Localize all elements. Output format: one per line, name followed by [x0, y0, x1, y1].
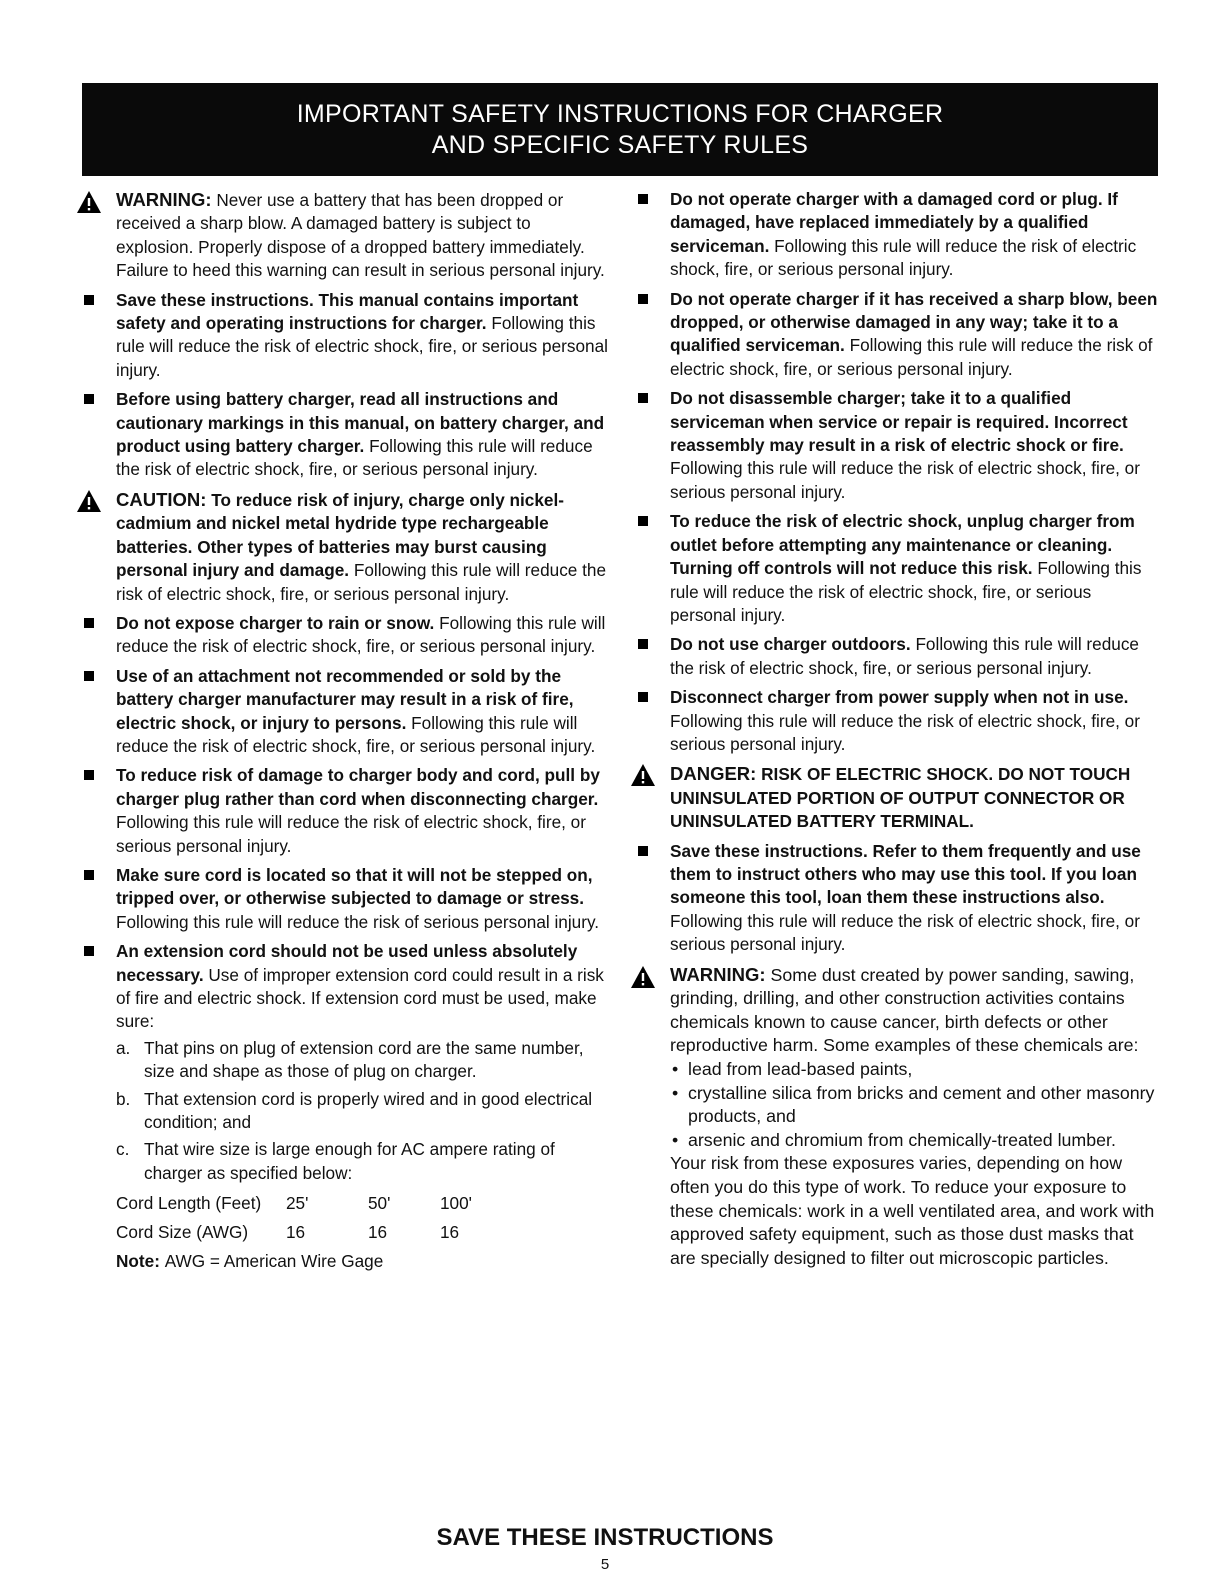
condition-key: c. — [116, 1139, 130, 1160]
danger-triangle-icon — [630, 763, 656, 787]
rule-text: Following this rule will reduce the risk of electric shock, fire, or serious personal injury. — [116, 612, 606, 657]
title-banner — [82, 83, 1158, 176]
page-number: 5 — [600, 1556, 610, 1573]
rule-item — [82, 388, 612, 482]
cord-size-table — [116, 1189, 612, 1276]
banner-title-line-1: IMPORTANT SAFETY INSTRUCTIONS FOR CHARGER — [296, 100, 944, 128]
rule-lead: An extension cord should not be used unless absolutely necessary. — [116, 941, 578, 985]
caution-triangle-icon — [76, 489, 102, 513]
table-cell: Cord Size (AWG) — [116, 1222, 249, 1243]
rule-text: Following this rule will reduce the risk of serious personal injury. — [116, 911, 600, 932]
danger-notice — [636, 762, 1158, 833]
rule-item — [636, 840, 1158, 957]
caution-batteries — [82, 488, 612, 606]
rule-item — [636, 510, 1158, 627]
table-cell: 16 — [368, 1222, 388, 1243]
condition-text: That wire size is large enough for AC ampere rating of charger as specified below: — [144, 1139, 555, 1183]
note-label: Note: — [116, 1251, 160, 1272]
extension-conditions — [116, 1037, 612, 1185]
table-cell: 16 — [440, 1222, 460, 1243]
rule-item — [82, 612, 612, 659]
table-row — [116, 1189, 612, 1218]
rule-text: Following this rule will reduce the risk of electric shock, fire, or serious personal injury. — [670, 710, 1140, 754]
list-item: • crystalline silica from bricks and cement and other masonry products, and — [670, 1082, 1158, 1129]
rule-text: Following this rule will reduce the risk of electric shock, fire, or serious personal injury. — [116, 313, 608, 380]
rule-item — [636, 387, 1158, 504]
condition-key: b. — [116, 1088, 131, 1109]
danger-label: DANGER: — [670, 763, 757, 785]
rule-lead: Save these instructions. Refer to them frequently and use them to instruct others who may use this tool. If you loan someone this tool, loan them these instructions also. — [670, 840, 1141, 908]
rule-lead: Use of an attachment not recommended or sold by the battery charger manufacturer may result in a risk of fire, electric shock, or injury to persons. — [116, 665, 574, 733]
table-cell: Cord Length (Feet) — [116, 1193, 262, 1214]
rule-text: Following this rule will reduce the risk of electric shock, fire, or serious personal injury. — [670, 634, 1139, 678]
table-cell: 25' — [286, 1193, 309, 1214]
rule-item — [636, 633, 1158, 680]
condition-key: a. — [116, 1037, 131, 1058]
warning-text: Some dust created by power sanding, sawing, grinding, drilling, and other construction activities contains chemicals known to cause cancer, birth defects or other reproductive harm. Some examples of these chemicals are: — [670, 964, 1139, 1056]
caution-label: CAUTION: — [116, 488, 207, 510]
rule-lead: Disconnect charger from power supply when not in use. — [670, 687, 1129, 708]
save-instructions-footer: SAVE THESE INSTRUCTIONS — [436, 1524, 774, 1551]
condition-text: That extension cord is properly wired and in good electrical condition; and — [144, 1088, 593, 1133]
rule-item — [82, 864, 612, 934]
table-cell: 16 — [286, 1222, 306, 1243]
warning-label: WARNING: — [116, 189, 212, 210]
warning-closing: Your risk from these exposures varies, depending on how often you do this type of work. To reduce your exposure to these chemicals: work in a well ventilated area, and work with approved safety equipment, such as those dust masks that are specially designed to filter out microscopic particles. — [670, 1153, 1155, 1268]
rule-item — [636, 188, 1158, 282]
caution-lead: To reduce risk of injury, charge only nickel-cadmium and nickel metal hydride type rechargeable batteries. Other types of batteries may burst causing personal injury and damage. — [116, 489, 564, 581]
list-item: • arsenic and chromium from chemically-treated lumber. — [670, 1129, 1158, 1153]
condition-item — [116, 1088, 612, 1135]
rule-lead: Save these instructions. This manual contains important safety and operating instructions for charger. — [116, 289, 579, 334]
table-cell: 100' — [440, 1193, 472, 1214]
rule-lead: Do not use charger outdoors. — [670, 634, 911, 655]
rule-text: Use of improper extension cord could result in a risk of fire and electric shock. If extension cord must be used, make sure: — [116, 964, 604, 1032]
banner-title-line-2: AND SPECIFIC SAFETY RULES — [431, 131, 809, 159]
rule-lead: Do not operate charger with a damaged cord or plug. If damaged, have replaced immediately by a qualified serviceman. — [670, 189, 1118, 256]
table-row — [116, 1218, 612, 1247]
rule-text: Following this rule will reduce the risk of electric shock, fire, or serious personal injury. — [670, 335, 1153, 379]
rule-text: Following this rule will reduce the risk of electric shock, fire, or serious personal injury. — [670, 910, 1140, 955]
rule-lead: Do not operate charger if it has received a sharp blow, been dropped, or otherwise damaged in any way; take it to a qualified serviceman. — [670, 288, 1158, 356]
condition-item — [116, 1037, 612, 1084]
list-item: • lead from lead-based paints, — [670, 1058, 1158, 1082]
table-cell: 50' — [368, 1193, 391, 1214]
rule-lead: Do not disassemble charger; take it to a qualified serviceman when service or repair is required. Incorrect reassembly may result in a risk of electric shock or fire. — [670, 388, 1128, 456]
condition-text: That pins on plug of extension cord are the same number, size and shape as those of plug on charger. — [144, 1037, 584, 1082]
rule-text: Following this rule will reduce the risk of electric shock, fire, or serious personal injury. — [116, 712, 596, 756]
chemical-list — [670, 1058, 1158, 1152]
rule-item — [636, 686, 1158, 756]
rule-item — [82, 289, 612, 383]
rule-item — [82, 665, 612, 759]
condition-item — [116, 1138, 612, 1185]
right-column — [636, 188, 1158, 1276]
rule-text: Following this rule will reduce the risk of electric shock, fire, or serious personal injury. — [670, 458, 1140, 502]
extension-cord-rule — [82, 940, 612, 1276]
table-note — [116, 1247, 612, 1276]
warning-triangle-icon — [76, 190, 102, 214]
rule-lead: Do not expose charger to rain or snow. — [116, 612, 435, 633]
rule-text: Following this rule will reduce the risk of electric shock, fire, or serious personal injury. — [670, 558, 1142, 625]
caution-text: Following this rule will reduce the risk of electric shock, fire, or serious personal injury. — [116, 560, 607, 604]
rule-lead: To reduce risk of damage to charger body and cord, pull by charger plug rather than cord when disconnecting charger. — [116, 765, 600, 809]
rule-item — [82, 764, 612, 858]
rule-text: Following this rule will reduce the risk of electric shock, fire, or serious personal injury. — [116, 812, 586, 856]
danger-text: RISK OF ELECTRIC SHOCK. DO NOT TOUCH UNINSULATED PORTION OF OUTPUT CONNECTOR OR UNINSULATED BATTERY TERMINAL. — [670, 764, 1131, 832]
warning-text: Never use a battery that has been dropped or received a sharp blow. A damaged battery is subject to explosion. Properly dispose of a dropped battery immediately. Failure to heed this warning can result in serious personal injury. — [116, 190, 605, 281]
rule-lead: Before using battery charger, read all instructions and cautionary markings in this manual, on battery charger, and product using battery charger. — [116, 389, 605, 457]
warning-label: WARNING: — [670, 963, 766, 985]
warning-battery — [82, 188, 612, 283]
left-column — [82, 188, 612, 1282]
warning-triangle-icon — [630, 965, 656, 989]
rule-text: Following this rule will reduce the risk of electric shock, fire, or serious personal injury. — [670, 235, 1137, 280]
rule-item — [636, 288, 1158, 382]
warning-dust — [636, 963, 1158, 1271]
rule-lead: Make sure cord is located so that it will not be stepped on, tripped over, or otherwise subjected to damage or stress. — [116, 864, 593, 909]
note-text: AWG = American Wire Gage — [164, 1251, 384, 1272]
rule-lead: To reduce the risk of electric shock, unplug charger from outlet before attempting any maintenance or cleaning. Turning off controls will not reduce this risk. — [670, 511, 1135, 579]
rule-text: Following this rule will reduce the risk of electric shock, fire, or serious personal injury. — [116, 436, 593, 480]
